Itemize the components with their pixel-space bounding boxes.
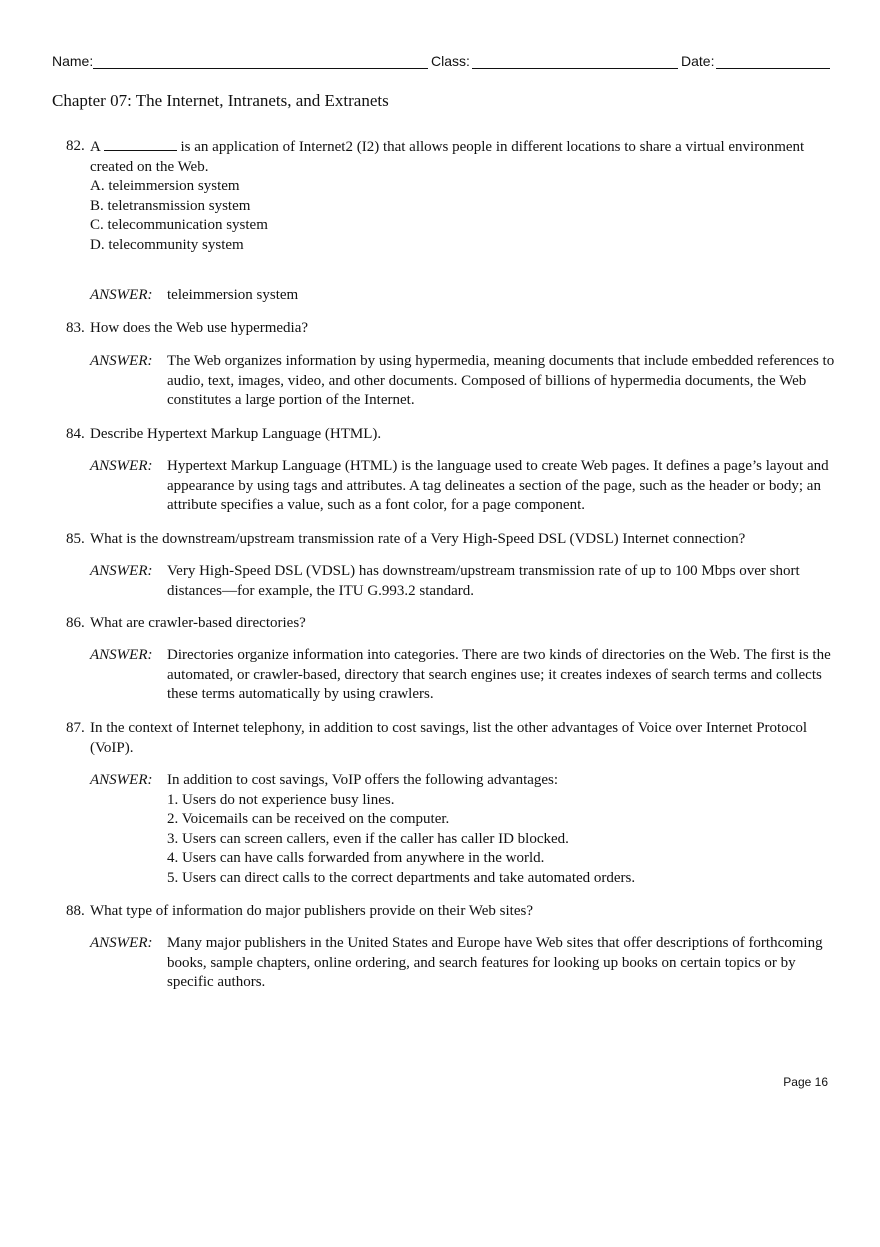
question-number: 88. — [66, 903, 85, 919]
question-text: What is the downstream/upstream transmission rate of a Very High-Speed DSL (VDSL) Internet connection? — [90, 531, 746, 547]
answer-text: teleimmersion system — [167, 287, 299, 303]
question-text: Describe Hypertext Markup Language (HTML). — [90, 426, 382, 442]
answer-text: The Web organizes information by using hypermedia, meaning documents that include embedded references to audio, text, images, video, and other documents. Composed of billions of hypermedia documents, the Web constitutes a large portion of the Internet. — [167, 353, 835, 409]
answer-86 — [90, 646, 835, 705]
question-85 — [66, 530, 836, 550]
class-label: Class: — [431, 53, 470, 69]
answer-text: Many major publishers in the United States and Europe have Web sites that offer descriptions of forthcoming books, sample chapters, online ordering, and search features for looking up books on certain topics or by specific authors. — [167, 935, 823, 991]
class-line — [472, 68, 678, 69]
name-line — [93, 68, 428, 69]
header-fields — [52, 51, 830, 73]
answer-82 — [90, 286, 835, 306]
answer-label: ANSWER: — [90, 458, 153, 474]
question-87 — [66, 719, 836, 758]
question-84 — [66, 425, 836, 445]
question-number: 87. — [66, 720, 85, 736]
question-text-after-blank: is an application of Internet2 (I2) that allows people in different locations to share a virtual environment created on the Web. — [90, 139, 805, 175]
option-c: C. telecommunication system — [90, 217, 268, 234]
advantage-item: 3. Users can screen callers, even if the caller has caller ID blocked. — [167, 830, 569, 847]
date-line — [716, 68, 830, 69]
advantage-item: 1. Users do not experience busy lines. — [167, 791, 395, 808]
advantage-item: 5. Users can direct calls to the correct departments and take automated orders. — [167, 869, 636, 886]
question-number: 86. — [66, 615, 85, 631]
question-text: What are crawler-based directories? — [90, 615, 306, 631]
answer-label: ANSWER: — [90, 563, 153, 579]
answer-label: ANSWER: — [90, 772, 153, 788]
answer-88 — [90, 934, 835, 993]
page-number: Page 16 — [783, 1075, 828, 1089]
answer-intro: In addition to cost savings, VoIP offers the following advantages: — [167, 772, 559, 788]
answer-label: ANSWER: — [90, 353, 153, 369]
answer-84 — [90, 457, 835, 516]
question-text: What type of information do major publishers provide on their Web sites? — [90, 903, 533, 919]
question-number: 82. — [66, 138, 85, 154]
question-text: In the context of Internet telephony, in addition to cost savings, list the other advantages of Voice over Internet Protocol (VoIP). — [90, 720, 808, 756]
question-86 — [66, 614, 836, 634]
answer-label: ANSWER: — [90, 647, 153, 663]
question-number: 83. — [66, 320, 85, 336]
answer-text — [167, 771, 835, 889]
answer-options — [90, 177, 836, 255]
answer-83 — [90, 352, 835, 411]
question-88 — [66, 902, 836, 922]
fill-in-blank — [104, 137, 177, 151]
option-b: B. teletransmission system — [90, 197, 251, 214]
answer-87 — [90, 771, 835, 889]
name-label: Name: — [52, 53, 94, 69]
question-number: 84. — [66, 426, 85, 442]
question-82 — [66, 137, 836, 256]
answer-text: Hypertext Markup Language (HTML) is the language used to create Web pages. It defines a page’s layout and appearance by using tags and attributes. A tag delineates a section of the page, such as the header or body; an attribute specifies a value, such as a font color, for a page component. — [167, 458, 829, 514]
advantage-item: 4. Users can have calls forwarded from anywhere in the world. — [167, 850, 545, 867]
option-a: A. teleimmersion system — [90, 178, 240, 195]
question-text: How does the Web use hypermedia? — [90, 320, 309, 336]
answer-label: ANSWER: — [90, 287, 153, 303]
answer-text: Directories organize information into categories. There are two kinds of directories on the Web. The first is the automated, or crawler-based, directory that search engines use; it creates indexes of search terms and collects these terms automatically by using crawlers. — [167, 647, 831, 703]
question-text-before-blank: A — [90, 139, 104, 155]
answer-text: Very High-Speed DSL (VDSL) has downstream/upstream transmission rate of up to 100 Mbps over short distances—for example, the ITU G.993.2 standard. — [167, 563, 800, 599]
answer-85 — [90, 562, 835, 601]
question-83 — [66, 319, 836, 339]
question-text — [90, 137, 836, 177]
option-d: D. telecommunity system — [90, 236, 244, 253]
question-number: 85. — [66, 531, 85, 547]
date-label: Date: — [681, 53, 715, 69]
answer-label: ANSWER: — [90, 935, 153, 951]
chapter-title: Chapter 07: The Internet, Intranets, and Extranets — [52, 91, 389, 110]
advantage-item: 2. Voicemails can be received on the computer. — [167, 811, 450, 828]
